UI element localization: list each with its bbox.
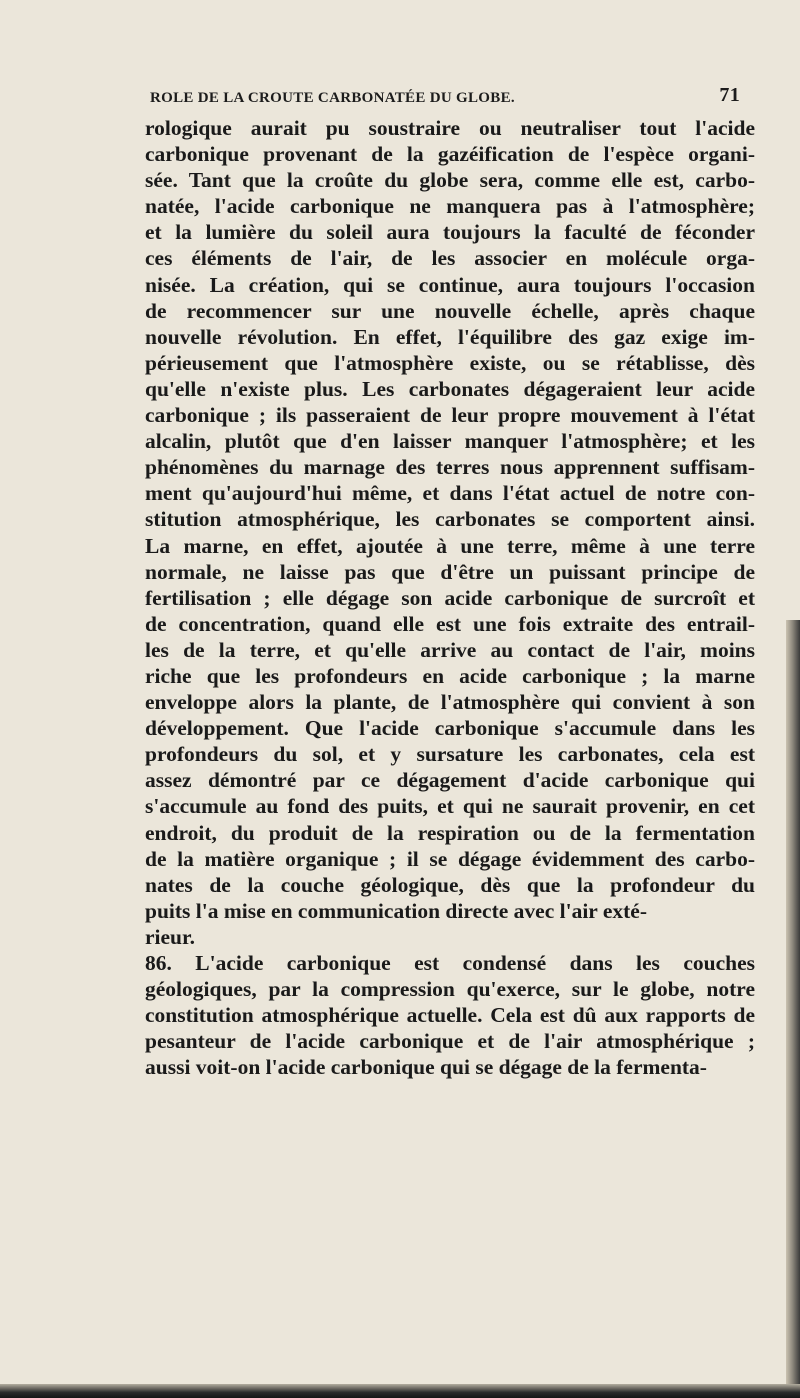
text-line: profondeurs du sol, et y sursature les carbonates, cela est: [145, 742, 755, 767]
text-line: riche que les profondeurs en acide carbonique ; la marne: [145, 663, 755, 688]
text-line: s'accumule au fond des puits, et qui ne saurait provenir, en cet: [145, 794, 755, 819]
text-line: aussi voit-on l'acide carbonique qui se dégage de la fermenta-: [145, 1055, 707, 1080]
running-head: [125, 84, 760, 112]
text-line: sée. Tant que la croûte du globe sera, comme elle est, carbo-: [145, 168, 755, 193]
running-title: ROLE DE LA CROUTE CARBONATÉE DU GLOBE.: [150, 90, 515, 106]
text-line: alcalin, plutôt que d'en laisser manquer l'atmosphère; et les: [145, 429, 755, 454]
text-line: géologiques, par la compression qu'exerce, sur le globe, notre: [145, 977, 755, 1002]
text-line: nisée. La création, qui se continue, aura toujours l'occasion: [145, 272, 755, 297]
text-line: nates de la couche géologique, dès que la profondeur du: [145, 872, 755, 897]
text-line: constitution atmosphérique actuelle. Cela est dû aux rapports de: [145, 1003, 755, 1028]
text-line: périeusement que l'atmosphère existe, ou se rétablisse, dès: [145, 350, 755, 375]
text-line: endroit, du produit de la respiration ou de la fermentation: [145, 820, 755, 845]
text-line: développement. Que l'acide carbonique s'accumule dans les: [145, 716, 755, 741]
text-line: fertilisation ; elle dégage son acide carbonique de surcroît et: [145, 585, 755, 610]
text-line: et la lumière du soleil aura toujours la faculté de féconder: [145, 220, 755, 245]
text-line: de la matière organique ; il se dégage évidemment des carbo-: [145, 846, 755, 871]
text-line: qu'elle n'existe plus. Les carbonates dégageraient leur acide: [145, 376, 755, 401]
page-number: 71: [719, 84, 740, 106]
text-line: 86. L'acide carbonique est condensé dans les couches: [145, 951, 755, 975]
body-text: [145, 115, 755, 1080]
page-edge-right: [786, 620, 800, 1398]
text-line: rieur.: [145, 924, 195, 949]
text-line: enveloppe alors la plante, de l'atmosphère qui convient à son: [145, 690, 755, 715]
text-line: nouvelle révolution. En effet, l'équilibre des gaz exige im-: [145, 324, 755, 349]
text-line: ces éléments de l'air, de les associer en molécule orga-: [145, 246, 755, 271]
text-line: ment qu'aujourd'hui même, et dans l'état actuel de notre con-: [145, 481, 755, 506]
page-edge-bottom: [0, 1384, 800, 1398]
text-line: carbonique ; ils passeraient de leur propre mouvement à l'état: [145, 403, 755, 428]
text-line: natée, l'acide carbonique ne manquera pas à l'atmosphère;: [145, 194, 755, 219]
text-line: puits l'a mise en communication directe avec l'air exté-: [145, 898, 647, 923]
text-line: pesanteur de l'acide carbonique et de l'air atmosphérique ;: [145, 1029, 755, 1054]
text-line: de recommencer sur une nouvelle échelle, après chaque: [145, 298, 755, 323]
text-line: carbonique provenant de la gazéification de l'espèce organi-: [145, 142, 755, 167]
text-line: les de la terre, et qu'elle arrive au contact de l'air, moins: [145, 637, 755, 662]
text-line: stitution atmosphérique, les carbonates se comportent ainsi.: [145, 507, 755, 532]
text-line: rologique aurait pu soustraire ou neutraliser tout l'acide: [145, 116, 755, 140]
text-line: de concentration, quand elle est une fois extraite des entrail-: [145, 611, 755, 636]
text-line: normale, ne laisse pas que d'être un puissant principe de: [145, 559, 755, 584]
text-line: assez démontré par ce dégagement d'acide carbonique qui: [145, 768, 755, 793]
text-line: La marne, en effet, ajoutée à une terre, même à une terre: [145, 533, 755, 558]
text-line: phénomènes du marnage des terres nous apprennent suffisam-: [145, 455, 755, 480]
